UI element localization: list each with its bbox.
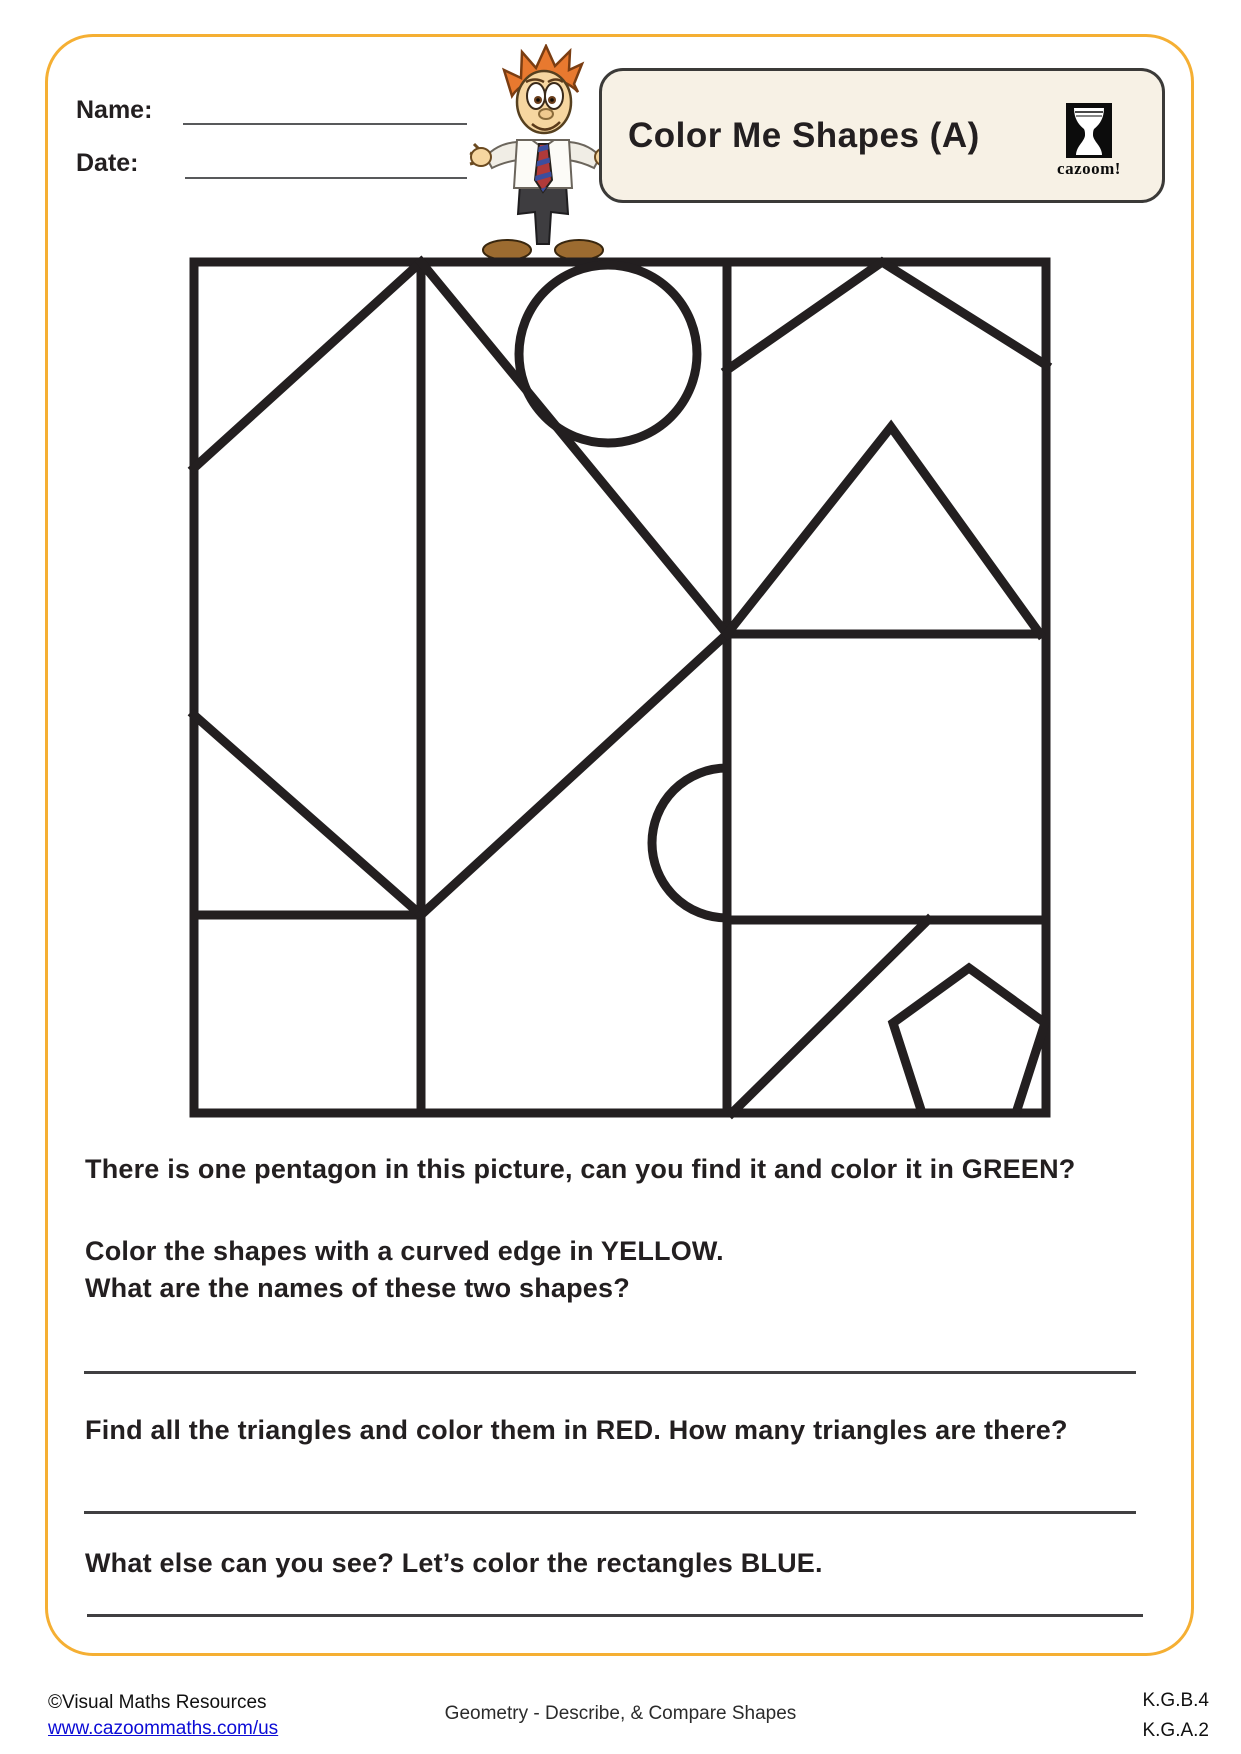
- standard-code-1: K.G.B.4: [1142, 1690, 1209, 1711]
- copyright-text: ©Visual Maths Resources: [48, 1692, 267, 1713]
- footer-topic: Geometry - Describe, & Compare Shapes: [444, 1703, 797, 1724]
- cazoom-logo: [1044, 103, 1134, 179]
- cazoom-drum-icon: [1066, 103, 1112, 158]
- shapes-figure: [140, 210, 1100, 1170]
- cazoom-logo-text: cazoom!: [1057, 159, 1121, 178]
- standard-code-2: K.G.A.2: [1142, 1720, 1209, 1741]
- title-box: [599, 68, 1165, 203]
- question-triangles: Find all the triangles and color them in RED. How many triangles are there?: [85, 1415, 1068, 1445]
- question-rectangles: What else can you see? Let’s color the rectangles BLUE.: [85, 1548, 823, 1578]
- date-label: Date:: [76, 149, 139, 177]
- name-underline: [183, 123, 467, 125]
- answer-line-2: [84, 1511, 1136, 1514]
- question-curved-line2: What are the names of these two shapes?: [85, 1273, 630, 1303]
- footer-standards: [1142, 1686, 1209, 1746]
- question-pentagon: There is one pentagon in this picture, can you find it and color it in GREEN?: [85, 1154, 1076, 1184]
- answer-line-3: [87, 1614, 1143, 1617]
- cazoom-website-link[interactable]: www.cazoommaths.com/us: [48, 1718, 279, 1739]
- question-curved-shapes: [85, 1233, 1155, 1307]
- question-curved-line1: Color the shapes with a curved edge in YELLOW.: [85, 1236, 724, 1266]
- name-label: Name:: [76, 96, 153, 124]
- page-title: Color Me Shapes (A): [628, 115, 980, 155]
- answer-line-1: [84, 1371, 1136, 1374]
- date-underline: [185, 177, 467, 179]
